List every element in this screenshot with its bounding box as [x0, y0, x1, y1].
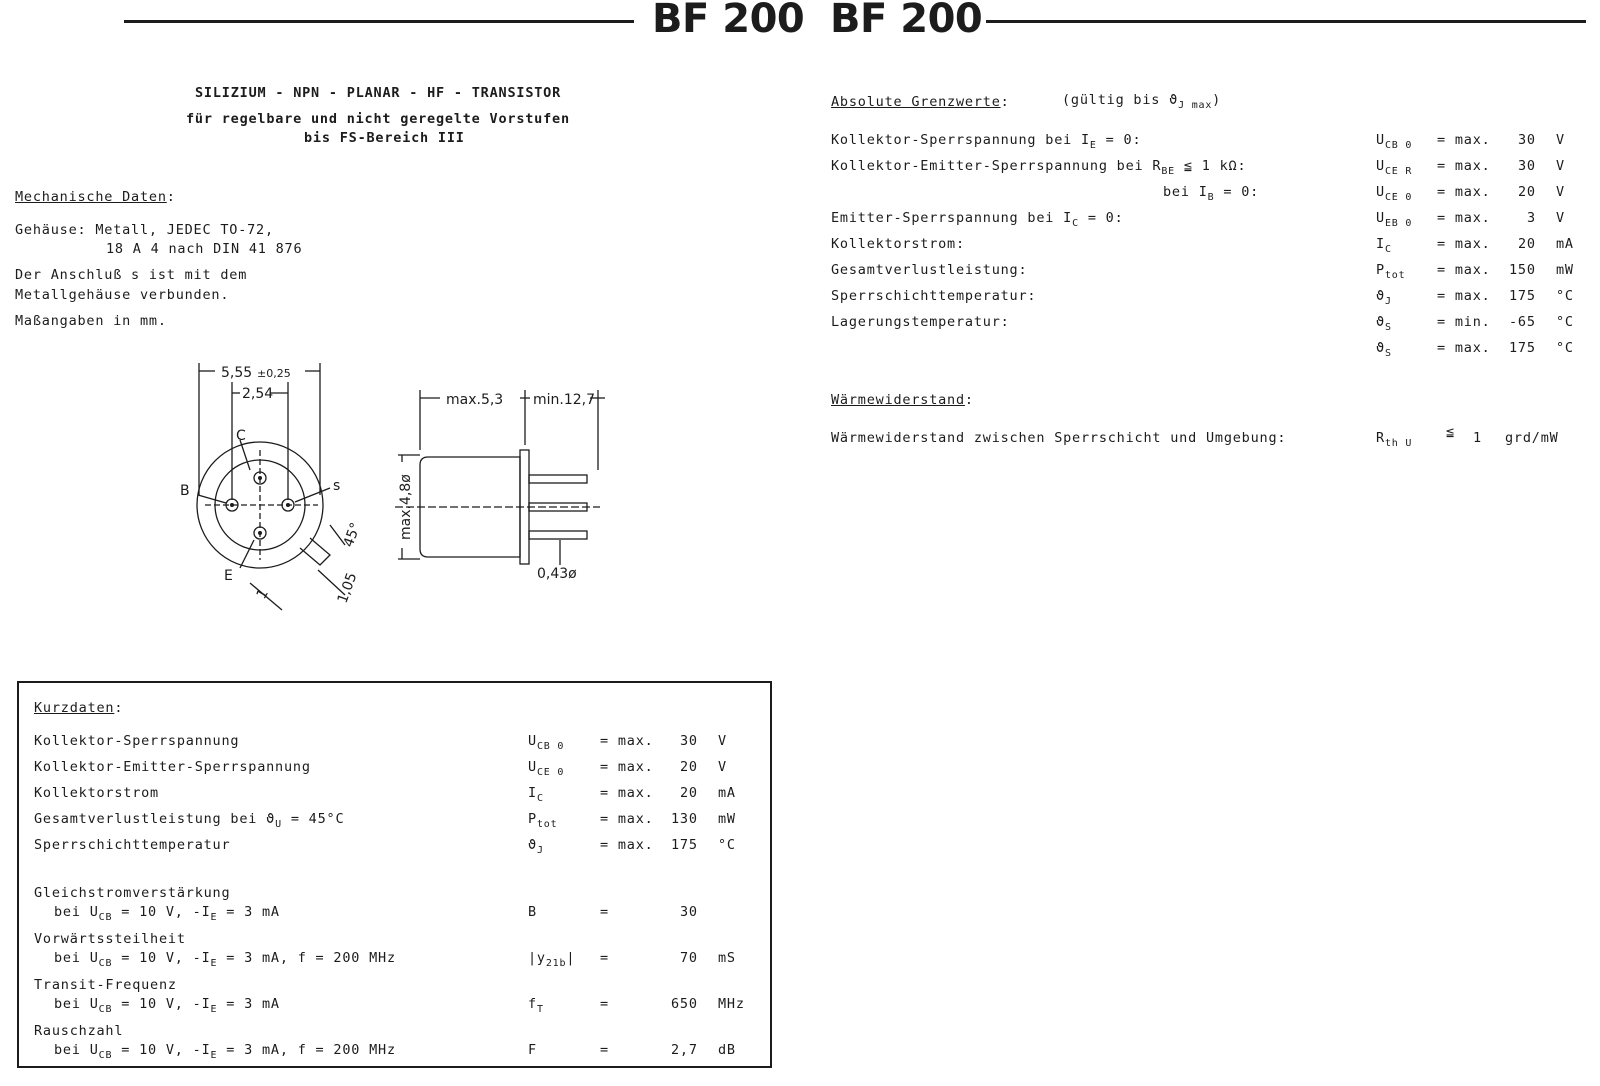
- dim-pitch: 2,54: [242, 386, 274, 402]
- dim-width: 5,55: [221, 365, 253, 381]
- thermal-heading: Wärmewiderstand:: [831, 392, 974, 408]
- limit-unit: °C: [1556, 288, 1574, 304]
- kurz-group-unit: dB: [718, 1042, 736, 1058]
- mech-line-4: Metallgehäuse verbunden.: [15, 287, 230, 303]
- limit-label: Kollektorstrom:: [831, 236, 965, 252]
- limit-symbol: $U_{CB 0}$: [1376, 132, 1413, 151]
- limit-op: = max.: [1437, 288, 1491, 304]
- kurz-symbol: $I_C$: [528, 785, 544, 804]
- kurz-group-op: =: [600, 904, 609, 920]
- kurz-value: 20: [680, 785, 698, 801]
- limit-label: Emitter-Sperrspannung bei $I_C = 0$:: [831, 210, 1124, 229]
- dim-angle: 45°: [340, 520, 365, 550]
- limit-op: = max.: [1437, 210, 1491, 226]
- kurz-symbol: $ϑ_J$: [528, 837, 544, 856]
- limit-op: = min.: [1437, 314, 1491, 330]
- kurz-symbol: $P_{tot}$: [528, 811, 558, 830]
- intro-purpose: für regelbare und nicht geregelte Vorstufen: [186, 111, 570, 127]
- limit-label: Lagerungstemperatur:: [831, 314, 1010, 330]
- limit-symbol: $U_{EB 0}$: [1376, 210, 1413, 229]
- limit-unit: °C: [1556, 340, 1574, 356]
- kurz-group-symbol: $|y_{21b}|$: [528, 950, 576, 969]
- kurz-group-symbol: $f_T$: [528, 996, 544, 1015]
- kurz-value: 130: [671, 811, 698, 827]
- limit-symbol: $U_{CE R}$: [1376, 158, 1413, 177]
- kurz-unit: °C: [718, 837, 736, 853]
- thermal-label: Wärmewiderstand zwischen Sperrschicht und Umgebung:: [831, 430, 1287, 446]
- limit-unit: V: [1556, 184, 1565, 200]
- limit-unit: mA: [1556, 236, 1574, 252]
- pin-e-label: E: [224, 568, 233, 584]
- limit-unit: V: [1556, 210, 1565, 226]
- page-title-left: BF 200: [652, 0, 805, 42]
- limit-op: = max.: [1437, 158, 1491, 174]
- limit-op: = max.: [1437, 340, 1491, 356]
- limit-label: bei $I_B = 0$:: [1163, 184, 1260, 203]
- kurz-group-condition: bei $U_{CB} = 10$ V, $-I_E = 3$ mA: [54, 904, 280, 923]
- limit-value: 175: [1509, 340, 1536, 356]
- mech-line-2: 18 A 4 nach DIN 41 876: [106, 241, 303, 257]
- kurz-group-symbol: F: [528, 1042, 537, 1058]
- limit-value: 3: [1527, 210, 1536, 226]
- limit-value: 150: [1509, 262, 1536, 278]
- kurz-group-op: =: [600, 1042, 609, 1058]
- limits-heading: Absolute Grenzwerte:: [831, 94, 1010, 110]
- kurz-op: = max.: [600, 811, 654, 827]
- kurz-group-symbol: B: [528, 904, 537, 920]
- dim-min-12-7: min.12,7: [533, 392, 596, 408]
- intro-type: SILIZIUM - NPN - PLANAR - HF - TRANSISTOR: [195, 85, 562, 101]
- thermal-op: ≦: [1446, 424, 1455, 440]
- kurz-group-title: Gleichstromverstärkung: [34, 885, 231, 901]
- mech-line-5: Maßangaben in mm.: [15, 313, 167, 329]
- dim-max-5-3: max.5,3: [446, 392, 504, 408]
- limit-value: 30: [1518, 132, 1536, 148]
- limit-unit: V: [1556, 132, 1565, 148]
- dim-1: 1: [253, 586, 272, 602]
- kurz-label: Sperrschichttemperatur: [34, 837, 231, 853]
- limit-value: 20: [1518, 236, 1536, 252]
- dim-max-4-8: max.4,8ø: [398, 474, 414, 540]
- dim-0-43: 0,43ø: [537, 566, 577, 582]
- page-title-right: BF 200: [830, 0, 983, 42]
- kurz-group-condition: bei $U_{CB} = 10$ V, $-I_E = 3$ mA, f = 200 MHz: [54, 1042, 396, 1061]
- kurz-group-title: Transit-Frequenz: [34, 977, 177, 993]
- kurz-group-unit: mS: [718, 950, 736, 966]
- dim-1-05: 1,05: [334, 570, 361, 606]
- limit-value: 20: [1518, 184, 1536, 200]
- kurz-group-op: =: [600, 996, 609, 1012]
- limit-label: Gesamtverlustleistung:: [831, 262, 1028, 278]
- limit-op: = max.: [1437, 236, 1491, 252]
- limit-op: = max.: [1437, 184, 1491, 200]
- kurz-op: = max.: [600, 733, 654, 749]
- header-rule-right: [986, 20, 1586, 23]
- kurz-group-value: 30: [680, 904, 698, 920]
- kurz-op: = max.: [600, 759, 654, 775]
- kurz-op: = max.: [600, 837, 654, 853]
- kurz-group-value: 70: [680, 950, 698, 966]
- limit-value: 30: [1518, 158, 1536, 174]
- limit-unit: mW: [1556, 262, 1574, 278]
- limit-symbol: $ϑ_S$: [1376, 340, 1392, 359]
- kurz-value: 30: [680, 733, 698, 749]
- pin-s-label: s: [333, 478, 341, 494]
- kurz-value: 175: [671, 837, 698, 853]
- limit-unit: °C: [1556, 314, 1574, 330]
- case-tab: [300, 538, 330, 565]
- limit-value: -65: [1509, 314, 1536, 330]
- kurz-group-value: 2,7: [671, 1042, 698, 1058]
- mech-line-3: Der Anschluß s ist mit dem: [15, 267, 248, 283]
- kurz-group-title: Vorwärtssteilheit: [34, 931, 186, 947]
- limit-value: 175: [1509, 288, 1536, 304]
- kurz-group-condition: bei $U_{CB} = 10$ V, $-I_E = 3$ mA, f = 200 MHz: [54, 950, 396, 969]
- kurz-unit: V: [718, 733, 727, 749]
- lead-top: [529, 475, 587, 483]
- dim-width-tol: ±0,25: [257, 367, 291, 380]
- thermal-value: 1: [1473, 430, 1482, 446]
- kurz-value: 20: [680, 759, 698, 775]
- lead-bottom: [529, 531, 587, 539]
- kurz-unit: V: [718, 759, 727, 775]
- limit-symbol: $U_{CE 0}$: [1376, 184, 1413, 203]
- kurz-label: Kollektor-Emitter-Sperrspannung: [34, 759, 311, 775]
- kurz-group-title: Rauschzahl: [34, 1023, 124, 1039]
- mechanical-drawing: [0, 0, 800, 640]
- kurz-unit: mW: [718, 811, 736, 827]
- limit-label: Kollektor-Emitter-Sperrspannung bei $R_{BE}$ ≦ 1 kΩ:: [831, 158, 1247, 177]
- pin-b-label: B: [180, 483, 190, 499]
- kurz-group-unit: MHz: [718, 996, 745, 1012]
- kurz-group-value: 650: [671, 996, 698, 1012]
- kurz-op: = max.: [600, 785, 654, 801]
- mech-line-1: Gehäuse: Metall, JEDEC TO-72,: [15, 222, 274, 238]
- kurz-unit: mA: [718, 785, 736, 801]
- kurz-group-condition: bei $U_{CB} = 10$ V, $-I_E = 3$ mA: [54, 996, 280, 1015]
- kurz-label: Gesamtverlustleistung bei $ϑ_U = 45^\circ C$: [34, 811, 345, 830]
- limit-label: Kollektor-Sperrspannung bei $I_E = 0$:: [831, 132, 1142, 151]
- intro-range: bis FS-Bereich III: [304, 130, 465, 146]
- limit-op: = max.: [1437, 132, 1491, 148]
- limit-op: = max.: [1437, 262, 1491, 278]
- kurz-heading: Kurzdaten:: [34, 700, 124, 716]
- thermal-symbol: $R_{th U}$: [1376, 430, 1413, 449]
- pin-c-label: C: [236, 428, 246, 444]
- kurz-group-op: =: [600, 950, 609, 966]
- limit-label: Sperrschichttemperatur:: [831, 288, 1037, 304]
- limit-symbol: $ϑ_S$: [1376, 314, 1392, 333]
- limits-validity: (gültig bis $ϑ_{J max}$): [1062, 92, 1222, 111]
- mech-heading: Mechanische Daten:: [15, 189, 176, 205]
- kurz-symbol: $U_{CE 0}$: [528, 759, 565, 778]
- limit-symbol: $ϑ_J$: [1376, 288, 1392, 307]
- limit-symbol: $I_C$: [1376, 236, 1392, 255]
- limit-symbol: $P_{tot}$: [1376, 262, 1406, 281]
- kurz-label: Kollektor-Sperrspannung: [34, 733, 240, 749]
- thermal-unit: grd/mW: [1505, 430, 1559, 446]
- kurz-label: Kollektorstrom: [34, 785, 159, 801]
- limit-unit: V: [1556, 158, 1565, 174]
- kurz-symbol: $U_{CB 0}$: [528, 733, 565, 752]
